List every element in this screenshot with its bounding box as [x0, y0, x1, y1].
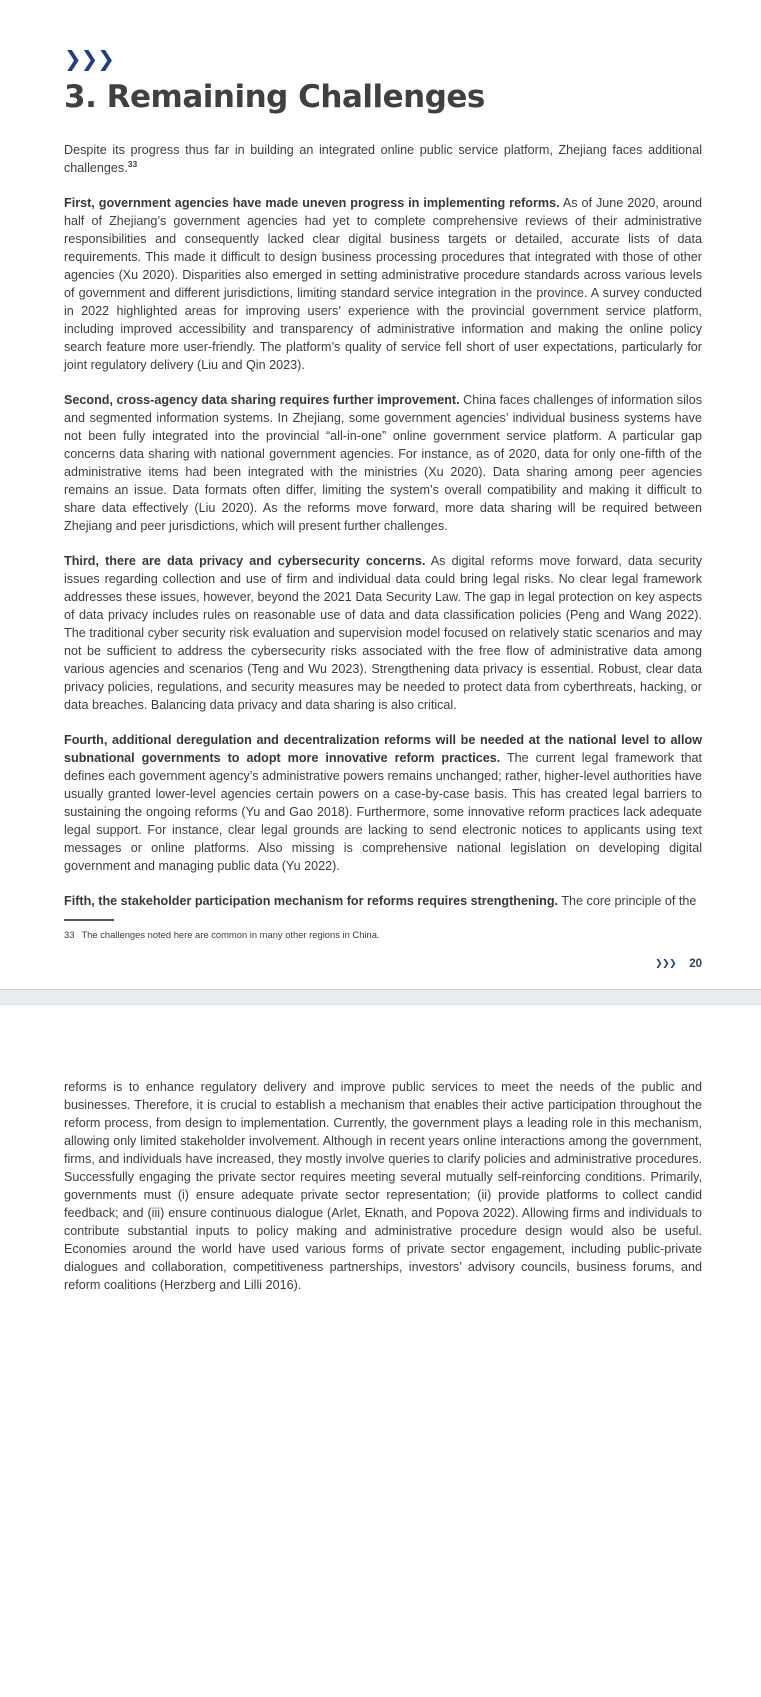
paragraph-fourth-lead: Fourth, additional deregulation and decentralization reforms will be needed at the national level to allow subnational governments to adopt more innovative reform practices. [64, 732, 702, 765]
chapter-chevrons-icon: ❯❯❯ [64, 47, 114, 71]
footnote-divider [64, 919, 114, 921]
footnote-block [64, 919, 380, 940]
footnote-text-line [64, 929, 380, 940]
paragraph-third-text: As digital reforms move forward, data security issues regarding collection and use of firm and individual data could bring legal risks. No clear legal framework addresses these issues, however, beyond the 2021 Data Security Law. The gap in legal protection on key aspects of data privacy includes rules on reasonable use of data and data classification policies (Peng and Wang 2022). The traditional cyber security risk evaluation and supervision model focused on relatively static scenarios and may not be sufficient to address the cybersecurity risks associated with the free flow of administrative data among various agencies and scenarios (Teng and Wu 2023). Strengthening data privacy is essential. Robust, clear data privacy policies, regulations, and security measures may be needed to protect data from cyberthreats, hacking, or data breaches. Balancing data privacy and data sharing is also critical. [64, 553, 702, 712]
paragraph-fifth [64, 892, 702, 910]
chapter-title: 3. Remaining Challenges [64, 79, 485, 115]
footnote-number: 33 [64, 929, 75, 940]
page-body-text [64, 141, 702, 910]
paragraph-third [64, 552, 702, 714]
paragraph-second-lead: Second, cross-agency data sharing requires further improvement. [64, 392, 460, 407]
intro-text: Despite its progress thus far in building an integrated online public service platform, Zhejiang faces additional challenges. [64, 142, 702, 175]
paragraph-first-text: As of June 2020, around half of Zhejiang’s government agencies had yet to complete comprehensive reviews of their administrative responsibilities and consequently lacked clear digital business targets or detailed, accurate lists of data requirements. This made it difficult to design business processing procedures that integrated with those of other agencies (Xu 2020). Disparities also emerged in setting administrative procedure standards across various levels of government and different jurisdictions, limiting standard service integration in the province. A survey conducted in 2022 highlighted areas for improving users’ experience with the provincial government service platform, including improved accessibility and transparency of administrative information and making the online policy search feature more user-friendly. The platform’s quality of service fell short of user expectations, particularly for joint regulatory delivery (Liu and Qin 2023). [64, 195, 702, 372]
footnote-text: The challenges noted here are common in many other regions in China. [81, 929, 380, 940]
paragraph-intro [64, 141, 702, 177]
paragraph-first [64, 194, 702, 374]
paragraph-third-lead: Third, there are data privacy and cybersecurity concerns. [64, 553, 426, 568]
page-number: 20 [689, 958, 702, 970]
paragraph-second-text: China faces challenges of information silos and segmented information systems. In Zhejiang, some government agencies’ individual business systems have not been fully integrated into the provincial “all-in-one” online government service platform. A particular gap concerns data sharing with national government agencies. For instance, as of 2020, data for only one-fifth of the administrative items had been integrated with the ministries (Xu 2020). Data sharing among peer agencies remains an issue. Data formats often differ, limiting the system’s overall compatibility and making it difficult to share data effectively (Liu 2020). As the reforms move forward, more data sharing will be required between Zhejiang and peer jurisdictions, which will present further challenges. [64, 392, 702, 533]
paragraph-second [64, 391, 702, 535]
paragraph-continuation: reforms is to enhance regulatory delivery and improve public services to meet the needs of the public and businesses. Therefore, it is crucial to establish a mechanism that enables their active participation throughout the reform process, from design to implementation. Currently, the government plays a leading role in this mechanism, allowing only limited stakeholder involvement. Although in recent years online interactions among the government, firms, and individuals have increased, they mostly involve queries to clarify policies and administrative procedures. Successfully engaging the private sector requires meeting several mutually self-reinforcing conditions. Primarily, governments must (i) ensure adequate private sector representation; (ii) provide platforms to collect candid feedback; and (iii) ensure continuous dialogue (Arlet, Eknath, and Popova 2022). Allowing firms and individuals to contribute substantial inputs to policy making and administrative procedure design would also be useful. Economies around the world have used various forms of private sector engagement, including public-private dialogues and collaboration, competitiveness partnerships, investors’ advisory councils, business forums, and reform coalitions (Herzberg and Lilli 2016). [64, 1080, 702, 1292]
footnote-reference: 33 [127, 158, 138, 169]
page-footer [655, 959, 702, 971]
footer-chevrons-icon: ❯❯❯ [655, 959, 677, 970]
paragraph-fourth [64, 731, 702, 875]
paragraph-fifth-text: The core principle of the [561, 893, 697, 908]
paragraph-fifth-lead: Fifth, the stakeholder participation mechanism for reforms requires strengthening. [64, 893, 559, 908]
paragraph-fourth-text: The current legal framework that defines each government agency’s administrative powers remains unchanged; rather, higher-level authorities have usually granted lower-level agencies certain powers on a case-by-case basis. This has created legal barriers to sustaining the ongoing reforms (Yu and Gao 2018). Furthermore, some innovative reform practices lack adequate legal support. For instance, clear legal grounds are lacking to send electronic notices to applicants using text messages or online platforms. Also missing is comprehensive national legislation on developing digital government and managing public data (Yu 2022). [64, 750, 702, 873]
page-separator [0, 989, 761, 1005]
report-page-21 [0, 1005, 761, 1697]
paragraph-first-lead: First, government agencies have made uneven progress in implementing reforms. [64, 195, 560, 210]
